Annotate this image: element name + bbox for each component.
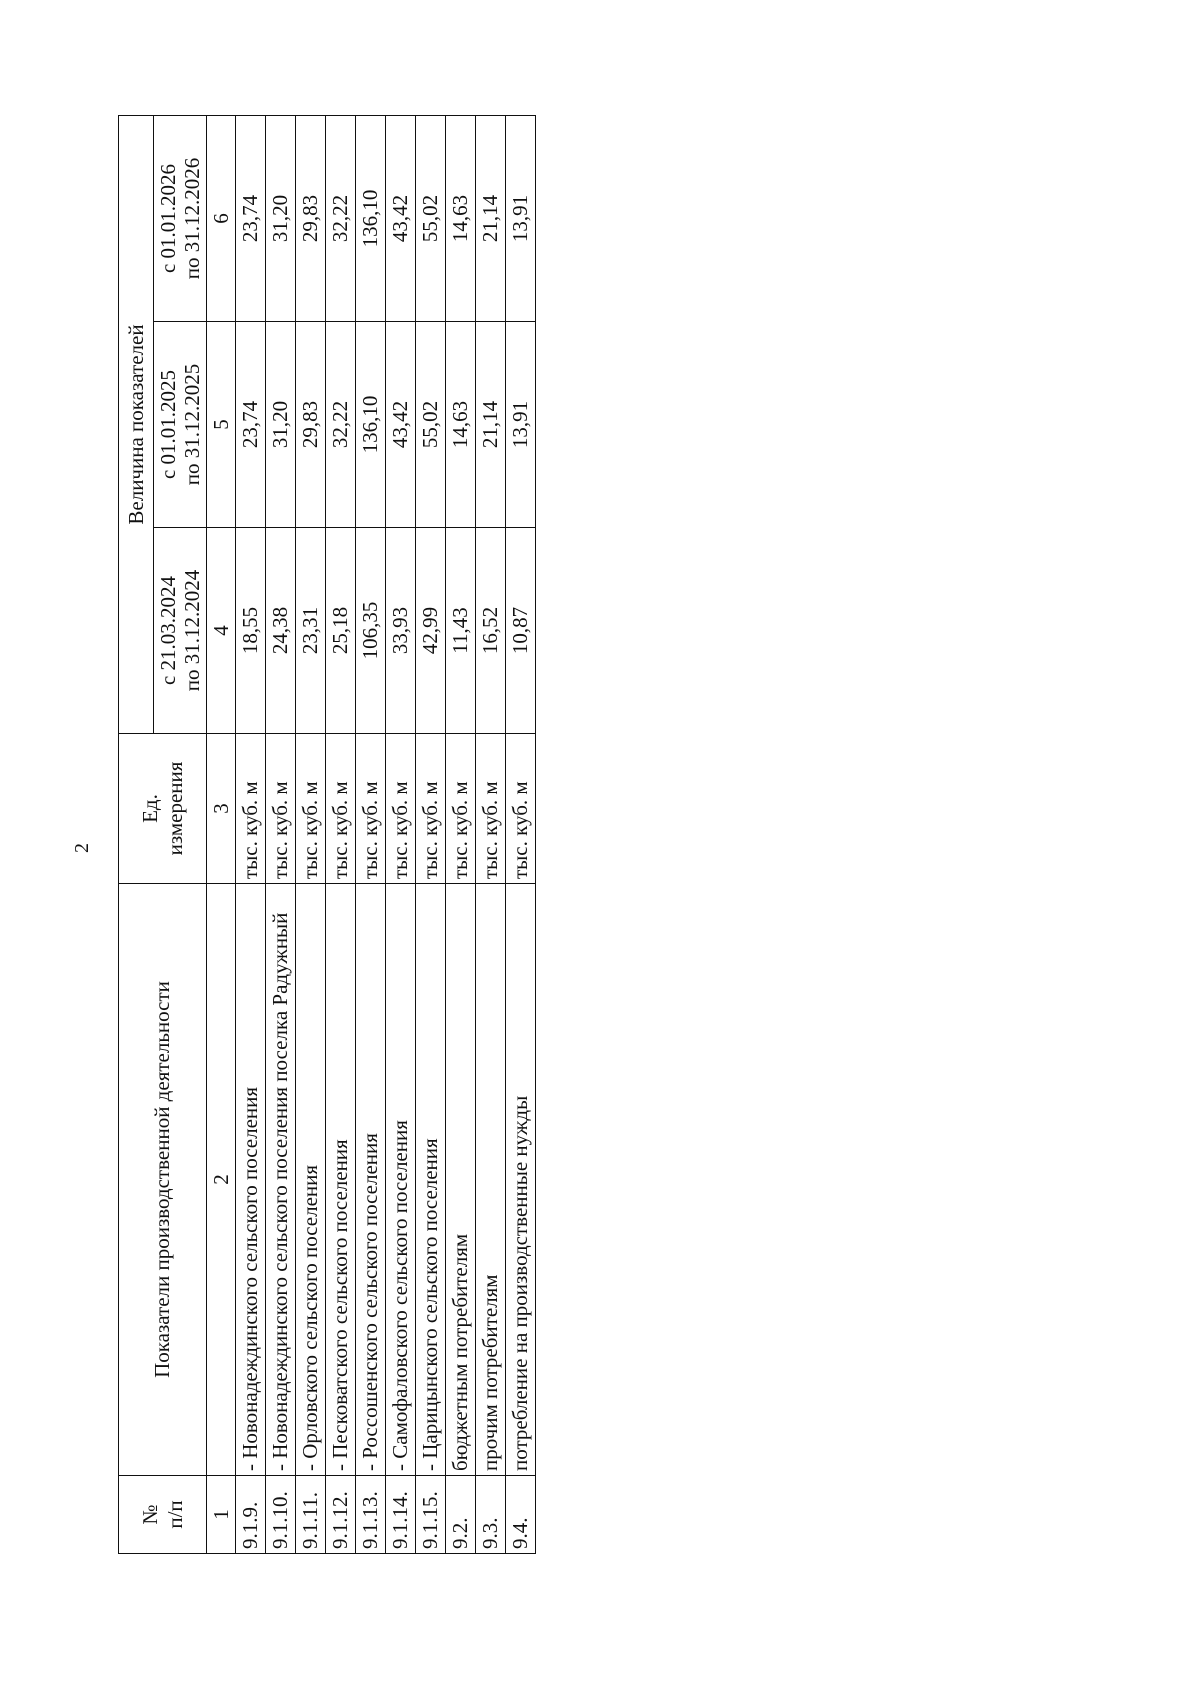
header-row-1 [119, 115, 154, 1553]
row-value-2026: 31,20 [266, 115, 296, 321]
row-value-2026: 21,14 [476, 115, 506, 321]
row-value-2026: 55,02 [416, 115, 446, 321]
page-number: 2 [71, 843, 93, 853]
header-unit-text: Ед. измерения [138, 761, 187, 856]
table-row [236, 115, 266, 1553]
row-number: 9.1.14. [386, 1476, 416, 1554]
header-period-2025-text: с 01.01.2025 по 31.12.2025 [155, 363, 204, 486]
header-indicator-name [119, 884, 207, 1476]
table-row [446, 115, 476, 1553]
row-value-2024: 16,52 [476, 528, 506, 734]
row-indicator-name: потребление на производственные нужды [506, 884, 536, 1476]
row-unit: тыс. куб. м [236, 734, 266, 884]
row-value-2024: 10,87 [506, 528, 536, 734]
header-period-2024-text: с 21.03.2024 по 31.12.2024 [155, 569, 204, 692]
header-number-text: № п/п [138, 1500, 187, 1529]
row-value-2025: 136,10 [356, 322, 386, 528]
row-value-2025: 31,20 [266, 322, 296, 528]
row-indicator-name: - Россошенского сельского поселения [356, 884, 386, 1476]
row-indicator-name: - Новонадеждинского сельского поселения [236, 884, 266, 1476]
row-value-2026: 13,91 [506, 115, 536, 321]
row-indicator-name: - Песковатского сельского поселения [326, 884, 356, 1476]
row-value-2026: 136,10 [356, 115, 386, 321]
row-unit: тыс. куб. м [416, 734, 446, 884]
header-unit [119, 734, 207, 884]
column-number-5: 5 [207, 322, 236, 528]
table-row [356, 115, 386, 1553]
row-value-2026: 23,74 [236, 115, 266, 321]
header-period-2024 [154, 528, 207, 734]
row-unit: тыс. куб. м [296, 734, 326, 884]
header-number [119, 1476, 207, 1554]
row-number: 9.4. [506, 1476, 536, 1554]
row-unit: тыс. куб. м [506, 734, 536, 884]
row-unit: тыс. куб. м [326, 734, 356, 884]
row-number: 9.1.10. [266, 1476, 296, 1554]
column-number-2: 2 [207, 884, 236, 1476]
row-unit: тыс. куб. м [476, 734, 506, 884]
row-value-2026: 14,63 [446, 115, 476, 321]
header-values-group [119, 115, 154, 733]
row-value-2025: 29,83 [296, 322, 326, 528]
row-indicator-name: - Царицынского сельского поселения [416, 884, 446, 1476]
row-value-2024: 25,18 [326, 528, 356, 734]
row-value-2024: 18,55 [236, 528, 266, 734]
column-number-1: 1 [207, 1476, 236, 1554]
table-row [386, 115, 416, 1553]
row-value-2026: 43,42 [386, 115, 416, 321]
row-number: 9.1.13. [356, 1476, 386, 1554]
table-row [266, 115, 296, 1553]
header-values-group-text: Величина показателей [123, 324, 148, 525]
header-period-2026-text: с 01.01.2026 по 31.12.2026 [155, 157, 204, 280]
table-rotation-frame [118, 116, 533, 1554]
table-row [296, 115, 326, 1553]
row-unit: тыс. куб. м [446, 734, 476, 884]
row-indicator-name: бюджетным потребителям [446, 884, 476, 1476]
header-indicator-name-text: Показатели производственной деятельности [150, 981, 175, 1378]
row-indicator-name: - Самофаловского сельского поселения [386, 884, 416, 1476]
header-period-2026 [154, 115, 207, 321]
row-number: 9.1.15. [416, 1476, 446, 1554]
row-value-2025: 21,14 [476, 322, 506, 528]
column-number-3: 3 [207, 734, 236, 884]
row-value-2024: 11,43 [446, 528, 476, 734]
row-indicator-name: - Орловского сельского поселения [296, 884, 326, 1476]
row-value-2025: 14,63 [446, 322, 476, 528]
row-value-2025: 13,91 [506, 322, 536, 528]
table-row [476, 115, 506, 1553]
row-value-2024: 106,35 [356, 528, 386, 734]
rotated-table-container [118, 116, 533, 1554]
row-value-2025: 55,02 [416, 322, 446, 528]
row-number: 9.3. [476, 1476, 506, 1554]
row-number: 9.1.9. [236, 1476, 266, 1554]
row-value-2025: 23,74 [236, 322, 266, 528]
row-number: 9.1.11. [296, 1476, 326, 1554]
row-value-2024: 42,99 [416, 528, 446, 734]
column-number-row [207, 115, 236, 1553]
row-number: 9.1.12. [326, 1476, 356, 1554]
row-unit: тыс. куб. м [386, 734, 416, 884]
header-period-2025 [154, 322, 207, 528]
column-number-6: 6 [207, 115, 236, 321]
row-value-2026: 29,83 [296, 115, 326, 321]
row-value-2025: 32,22 [326, 322, 356, 528]
table-row [326, 115, 356, 1553]
row-value-2024: 33,93 [386, 528, 416, 734]
row-value-2024: 23,31 [296, 528, 326, 734]
column-number-4: 4 [207, 528, 236, 734]
row-indicator-name: прочим потребителям [476, 884, 506, 1476]
row-value-2025: 43,42 [386, 322, 416, 528]
indicators-table [118, 115, 536, 1554]
row-unit: тыс. куб. м [356, 734, 386, 884]
row-value-2024: 24,38 [266, 528, 296, 734]
row-unit: тыс. куб. м [266, 734, 296, 884]
table-row [506, 115, 536, 1553]
row-value-2026: 32,22 [326, 115, 356, 321]
row-indicator-name: - Новонадеждинского сельского поселения поселка Радужный [266, 884, 296, 1476]
row-number: 9.2. [446, 1476, 476, 1554]
table-row [416, 115, 446, 1553]
